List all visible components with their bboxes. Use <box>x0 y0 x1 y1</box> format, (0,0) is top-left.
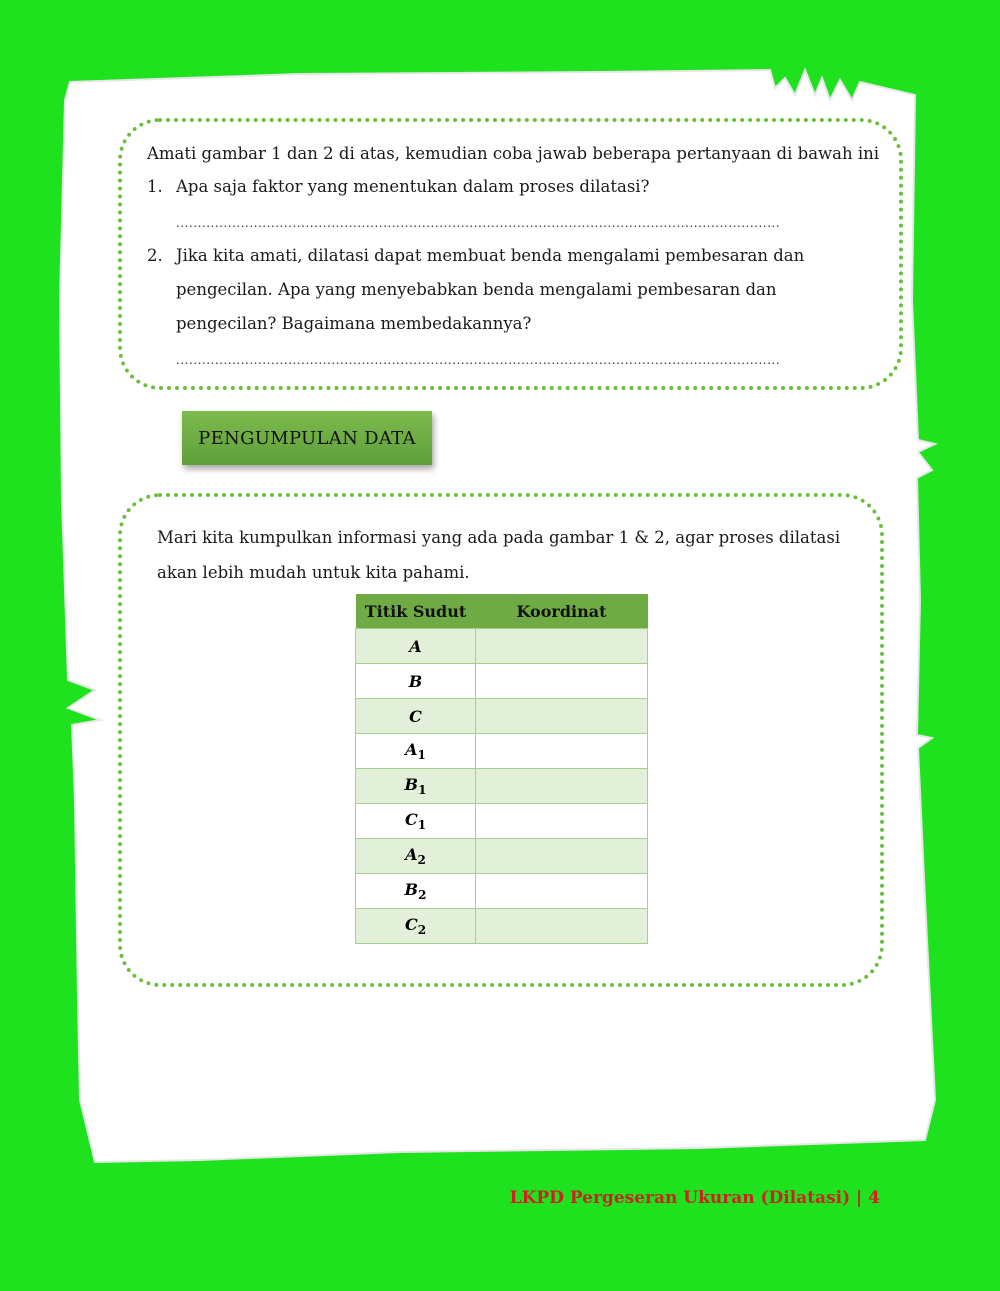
table-row <box>356 874 648 909</box>
table-row <box>356 699 648 734</box>
point-label <box>356 909 476 944</box>
coordinate-cell[interactable] <box>476 909 648 944</box>
point-label <box>356 664 476 699</box>
point-letter: A <box>405 739 418 759</box>
point-label <box>356 874 476 909</box>
point-label <box>356 839 476 874</box>
header-koordinat: Koordinat <box>476 594 648 629</box>
point-label <box>356 769 476 804</box>
table-row <box>356 664 648 699</box>
coordinate-cell[interactable] <box>476 804 648 839</box>
coordinate-cell[interactable] <box>476 699 648 734</box>
point-letter: C <box>404 809 418 829</box>
point-label <box>356 804 476 839</box>
point-subscript: 2 <box>417 923 427 938</box>
point-letter: A <box>409 636 422 656</box>
question-2-number: 2. <box>147 246 163 265</box>
coordinate-cell[interactable] <box>476 839 648 874</box>
data-intro-line-1: Mari kita kumpulkan informasi yang ada pada gambar 1 & 2, agar proses dilatasi <box>157 528 841 547</box>
table-row <box>356 839 648 874</box>
point-letter: B <box>404 879 419 899</box>
coordinate-cell[interactable] <box>476 874 648 909</box>
coordinate-table <box>355 594 648 944</box>
data-intro-line-2: akan lebih mudah untuk kita pahami. <box>157 563 470 582</box>
point-subscript: 1 <box>418 783 427 798</box>
answer-line-2[interactable]: ............................................................................................................................................ <box>176 353 781 367</box>
point-label <box>356 734 476 769</box>
question-2-line-3: pengecilan? Bagaimana membedakannya? <box>176 314 532 333</box>
table-row <box>356 734 648 769</box>
coordinate-cell[interactable] <box>476 769 648 804</box>
coordinate-cell[interactable] <box>476 629 648 664</box>
question-1-number: 1. <box>147 177 163 196</box>
point-letter: C <box>409 706 422 726</box>
point-label <box>356 699 476 734</box>
point-letter: B <box>408 671 423 691</box>
question-2-line-2: pengecilan. Apa yang menyebabkan benda mengalami pembesaran dan <box>176 280 777 299</box>
answer-line-1[interactable]: ............................................................................................................................................ <box>176 216 781 230</box>
point-letter: B <box>404 774 419 794</box>
point-label <box>356 629 476 664</box>
intro-text: Amati gambar 1 dan 2 di atas, kemudian coba jawab beberapa pertanyaan di bawah ini <box>147 144 880 163</box>
header-titik-sudut: Titik Sudut <box>356 594 476 629</box>
section-heading-pengumpulan-data: PENGUMPULAN DATA <box>182 411 432 465</box>
point-subscript: 2 <box>418 888 427 903</box>
table-row <box>356 769 648 804</box>
point-letter: C <box>404 914 418 934</box>
table-row <box>356 909 648 944</box>
point-subscript: 1 <box>417 748 426 763</box>
table-row <box>356 804 648 839</box>
page-footer: LKPD Pergeseran Ukuran (Dilatasi) | 4 <box>509 1188 880 1208</box>
point-letter: A <box>405 844 418 864</box>
question-1-text: Apa saja faktor yang menentukan dalam proses dilatasi? <box>176 177 650 196</box>
coordinate-cell[interactable] <box>476 664 648 699</box>
point-subscript: 1 <box>417 818 427 833</box>
coordinate-cell[interactable] <box>476 734 648 769</box>
question-2-line-1: Jika kita amati, dilatasi dapat membuat benda mengalami pembesaran dan <box>176 246 805 265</box>
point-subscript: 2 <box>417 853 426 868</box>
table-row <box>356 629 648 664</box>
